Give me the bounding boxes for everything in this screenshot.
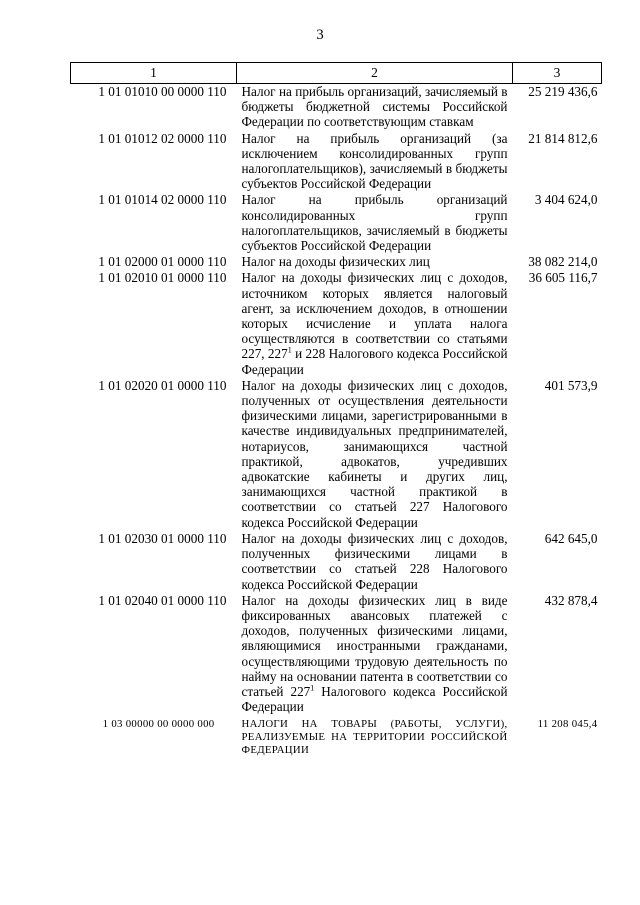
table-row <box>71 192 602 254</box>
revenue-amount: 25 219 436,6 <box>528 84 598 99</box>
revenue-name <box>237 270 513 377</box>
revenue-name-text: и 228 Налогового кодекса Российской Федерации <box>241 346 508 377</box>
table-header <box>71 63 602 84</box>
revenue-name-text: Налог на доходы физических лиц в виде фиксированных авансовых платежей с доходов, полученных физическими лицами, являющимися иностранными гражданами, осуществляющими трудовую деятельность по найму на основании патента в соответствии со статьей 227 <box>241 592 508 699</box>
revenue-name: Налог на прибыль организаций, зачисляемый в бюджеты бюджетной системы Российской Федерации по соответствующим ставкам <box>241 84 508 130</box>
table-row <box>71 715 602 757</box>
revenue-name-text: Налогового кодекса Российской Федерации <box>241 683 508 715</box>
revenue-table <box>70 62 602 758</box>
revenue-name: Налог на прибыль организаций (за исключением консолидированных групп налогоплательщиков), зачисляемый в бюджеты субъектов Российской Федерации <box>241 130 508 192</box>
revenue-amount: 432 878,4 <box>544 592 598 608</box>
column-header-code: 1 <box>71 63 237 84</box>
revenue-name <box>237 593 513 716</box>
revenue-amount: 642 645,0 <box>544 530 598 546</box>
table-row <box>71 270 602 377</box>
table-row <box>71 531 602 593</box>
revenue-amount: 3 404 624,0 <box>534 192 598 208</box>
revenue-name: Налог на доходы физических лиц с доходов, полученных физическими лицами в соответствии со статьей 228 Налогового кодекса Российской Федерации <box>241 530 508 592</box>
revenue-amount: 36 605 116,7 <box>528 270 598 286</box>
column-header-name: 2 <box>237 63 513 84</box>
table-row <box>71 593 602 716</box>
table-row <box>71 378 602 531</box>
superscript-footnote: 1 <box>310 683 315 693</box>
revenue-code: 1 01 02040 01 0000 110 <box>98 592 227 608</box>
revenue-amount: 11 208 045,4 <box>537 718 598 731</box>
revenue-code: 1 01 02030 01 0000 110 <box>98 530 227 546</box>
revenue-name: НАЛОГИ НА ТОВАРЫ (РАБОТЫ, УСЛУГИ), РЕАЛИЗУЕМЫЕ НА ТЕРРИТОРИИ РОССИЙСКОЙ ФЕДЕРАЦИИ <box>241 718 508 756</box>
table-row <box>71 254 602 270</box>
revenue-code: 1 01 01010 00 0000 110 <box>98 84 227 99</box>
revenue-code: 1 01 01014 02 0000 110 <box>98 192 227 208</box>
revenue-name: Налог на доходы физических лиц <box>241 254 430 270</box>
revenue-code: 1 03 00000 00 0000 000 <box>102 718 215 731</box>
revenue-code: 1 01 02020 01 0000 110 <box>98 377 227 393</box>
revenue-amount: 401 573,9 <box>544 377 598 393</box>
column-header-amount: 3 <box>513 63 602 84</box>
revenue-name: Налог на прибыль организаций консолидированных групп налогоплательщиков, зачисляемый в бюджеты субъектов Российской Федерации <box>241 192 508 254</box>
revenue-code: 1 01 02000 01 0000 110 <box>98 254 227 270</box>
revenue-amount: 38 082 214,0 <box>528 254 598 270</box>
table-row <box>71 84 602 131</box>
page-number: 3 <box>316 27 324 43</box>
revenue-name: Налог на доходы физических лиц с доходов, полученных от осуществления деятельности физическими лицами, зарегистрированными в качестве индивидуальных предпринимателей, нотариусов, занимающихся частной практикой, адвокатов, учредивших адвокатские кабинеты и других лиц, занимающихся частной практикой в соответствии со статьей 227 Налогового кодекса Российской Федерации <box>241 377 508 530</box>
revenue-amount: 21 814 812,6 <box>528 130 598 146</box>
revenue-name-text: Налог на доходы физических лиц с доходов, источником которых является налоговый агент, за исключением доходов, в отношении которых исчисление и уплата налога осуществляются в соответствии со статьями 227, 227 <box>241 270 508 362</box>
superscript-footnote: 1 <box>287 346 292 356</box>
table-row <box>71 131 602 193</box>
revenue-code: 1 01 01012 02 0000 110 <box>98 130 227 146</box>
revenue-code: 1 01 02010 01 0000 110 <box>98 270 227 286</box>
